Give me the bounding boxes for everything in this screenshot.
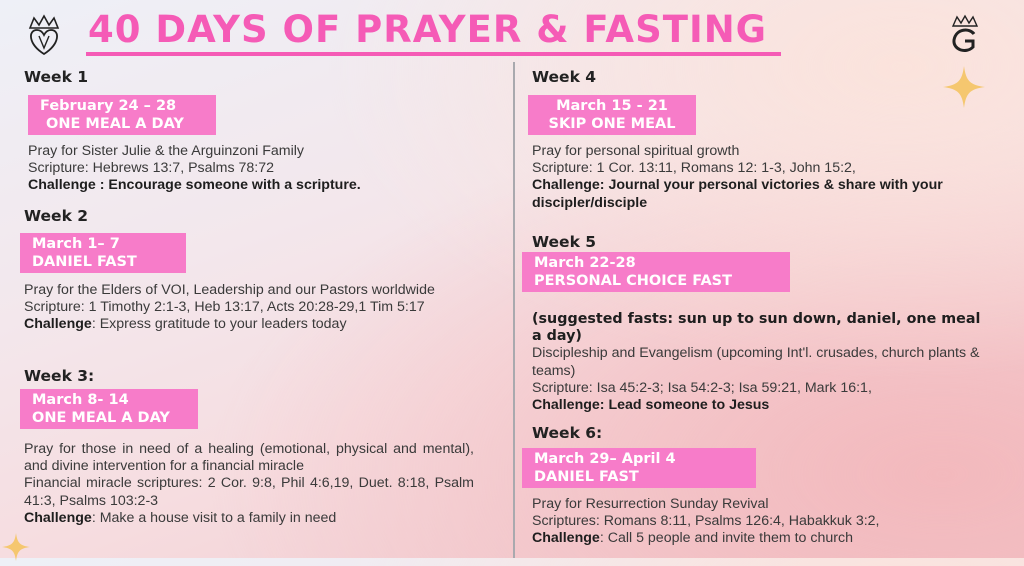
week-5-details (532, 311, 994, 414)
week-2-scripture: Scripture: 1 Timothy 2:1-3, Heb 13:17, Acts 20:28-29,1 Tim 5:17 (24, 299, 425, 316)
sparkle-icon (943, 66, 985, 113)
week-1-dates: February 24 – 28 (40, 98, 177, 114)
week-5-scripture: Scripture: Isa 45:2-3; Isa 54:2-3; Isa 59:21, Mark 16:1, (532, 379, 872, 396)
week-4-fast: SKIP ONE MEAL (548, 116, 676, 132)
week-4-heading: Week 4 (532, 68, 597, 86)
week-2-badge (20, 233, 186, 273)
week-1-challenge: Challenge : Encourage someone with a scripture. (28, 177, 361, 194)
week-4-badge (528, 95, 696, 135)
week-4-scripture: Scripture: 1 Cor. 13:11, Romans 12: 1-3, John 15:2, (532, 160, 856, 177)
week-5-badge (522, 252, 790, 292)
week-5-dates: March 22-28 (534, 255, 636, 271)
week-1-heading: Week 1 (24, 68, 89, 86)
week-6-fast: DANIEL FAST (534, 469, 639, 485)
week-3-details (24, 441, 474, 527)
week-5-challenge: Challenge: Lead someone to Jesus (532, 397, 770, 414)
week-5-fast: PERSONAL CHOICE FAST (534, 273, 733, 289)
week-6-badge (522, 448, 756, 488)
sparkle-icon (2, 533, 30, 566)
week-2-challenge: Challenge: Express gratitude to your leaders today (24, 316, 347, 333)
week-5-heading: Week 5 (532, 233, 597, 251)
crown-g-logo-icon (944, 14, 984, 58)
week-3-scripture: Financial miracle scriptures: 2 Cor. 9:8, Phil 4:6,19, Duet. 8:18, Psalm 41:3, Psalms 103:2-3 (24, 475, 474, 509)
crown-heart-logo-icon (24, 14, 64, 58)
week-6-dates: March 29– April 4 (534, 451, 676, 467)
week-2-fast: DANIEL FAST (32, 254, 137, 270)
week-1-fast: ONE MEAL A DAY (46, 116, 184, 132)
page-title: 40 DAYS OF PRAYER & FASTING (86, 8, 781, 56)
week-5-suggested: (suggested fasts: sun up to sun down, daniel, one meal a day) (532, 311, 981, 345)
week-6-prayer: Pray for Resurrection Sunday Revival (532, 496, 769, 512)
week-6-heading: Week 6: (532, 424, 603, 442)
week-6-challenge: Challenge: Call 5 people and invite them to church (532, 530, 853, 547)
week-3-dates: March 8- 14 (32, 392, 129, 408)
week-1-details (28, 143, 488, 195)
week-4-dates: March 15 - 21 (556, 98, 668, 114)
week-4-details (532, 143, 982, 212)
week-6-scripture: Scriptures: Romans 8:11, Psalms 126:4, Habakkuk 3:2, (532, 513, 880, 530)
week-3-heading: Week 3: (24, 367, 95, 385)
week-1-badge (28, 95, 216, 135)
week-4-challenge: Challenge: Journal your personal victories & share with your discipler/disciple (532, 177, 943, 211)
week-1-prayer: Pray for Sister Julie & the Arguinzoni Family (28, 143, 304, 159)
week-1-scripture: Scripture: Hebrews 13:7, Psalms 78:72 (28, 160, 275, 177)
column-divider (513, 62, 515, 558)
week-2-dates: March 1– 7 (32, 236, 120, 252)
week-4-prayer: Pray for personal spiritual growth (532, 143, 740, 159)
week-3-challenge: Challenge: Make a house visit to a family in need (24, 509, 337, 526)
week-3-fast: ONE MEAL A DAY (32, 410, 170, 426)
week-2-prayer: Pray for the Elders of VOI, Leadership and our Pastors worldwide (24, 282, 435, 298)
week-5-prayer: Discipleship and Evangelism (upcoming Int'l. crusades, church plants & teams) (532, 345, 980, 379)
week-2-heading: Week 2 (24, 207, 89, 225)
week-3-prayer: Pray for those in need of a healing (emotional, physical and mental), and divine intervention for a financial miracle (24, 441, 474, 475)
week-2-details (24, 282, 488, 334)
week-3-badge (20, 389, 198, 429)
week-6-details (532, 496, 992, 548)
